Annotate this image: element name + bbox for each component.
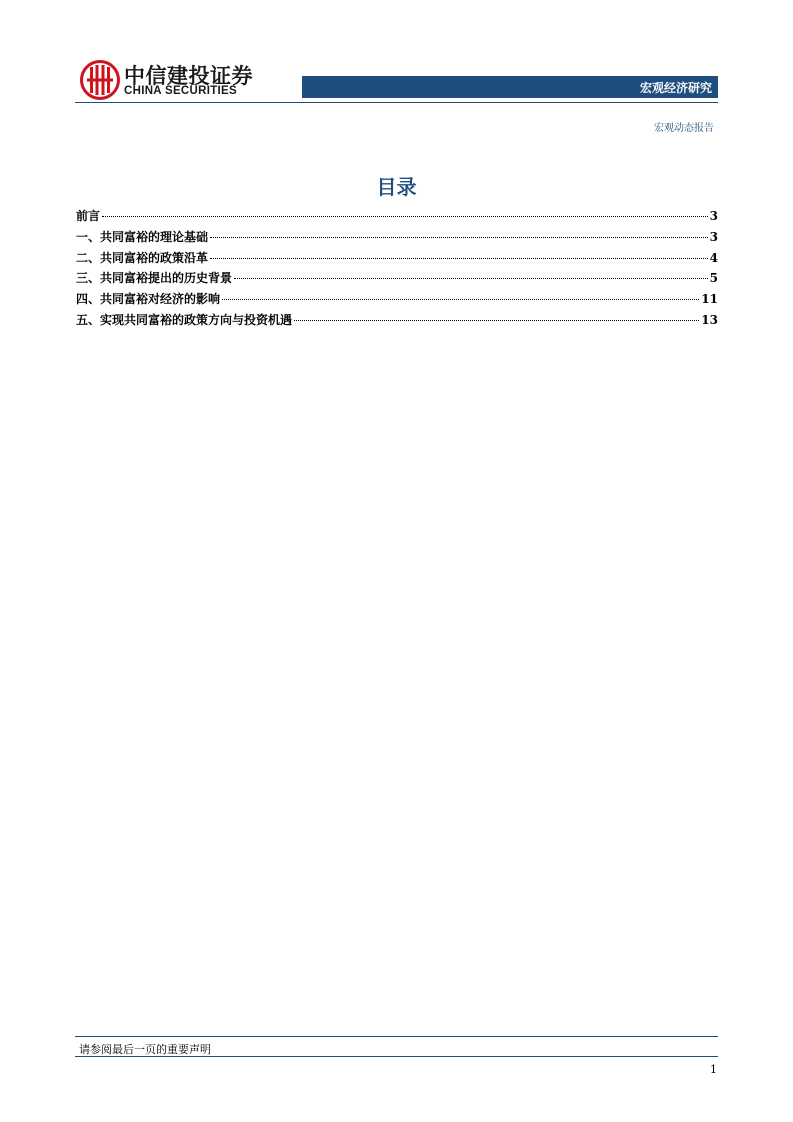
toc-entry-page: 5 bbox=[709, 271, 718, 286]
toc-entry-section-2[interactable] bbox=[76, 249, 718, 270]
logo-chinese-name: 中信建投证券 bbox=[124, 64, 253, 88]
toc-dot-leader bbox=[222, 299, 699, 300]
toc-entry-preface[interactable] bbox=[76, 207, 718, 228]
toc-entry-page: 13 bbox=[701, 312, 718, 327]
toc-entry-label: 前言 bbox=[76, 209, 101, 223]
page-number: 1 bbox=[710, 1063, 717, 1076]
toc-entry-page: 11 bbox=[701, 292, 718, 307]
toc-entry-page: 4 bbox=[709, 250, 718, 265]
report-type-label: 宏观动态报告 bbox=[654, 123, 714, 134]
toc-title: 目录 bbox=[376, 175, 417, 199]
page-header bbox=[0, 0, 793, 140]
toc-entry-section-1[interactable] bbox=[76, 228, 718, 249]
china-securities-logo-icon bbox=[80, 60, 120, 100]
toc-entry-label: 二、共同富裕的政策沿革 bbox=[76, 250, 209, 265]
toc-entry-page: 3 bbox=[709, 229, 718, 244]
toc-entry-section-5[interactable] bbox=[76, 311, 718, 332]
research-category-label: 宏观经济研究 bbox=[639, 81, 712, 95]
toc-dot-leader bbox=[210, 237, 708, 238]
company-logo bbox=[80, 60, 255, 102]
toc-dot-leader bbox=[294, 320, 699, 321]
toc-dot-leader bbox=[234, 278, 708, 279]
toc-entry-label: 四、共同富裕对经济的影响 bbox=[76, 292, 221, 307]
toc-entry-section-3[interactable] bbox=[76, 269, 718, 290]
header-band bbox=[302, 76, 718, 98]
toc-dot-leader bbox=[210, 258, 708, 259]
toc-entry-label: 三、共同富裕提出的历史背景 bbox=[76, 271, 233, 286]
footer-divider-bottom bbox=[75, 1056, 718, 1057]
toc-entry-section-4[interactable] bbox=[76, 290, 718, 311]
toc-entry-page: 3 bbox=[709, 209, 718, 223]
disclaimer-note: 请参阅最后一页的重要声明 bbox=[79, 1043, 211, 1056]
toc-entry-label: 一、共同富裕的理论基础 bbox=[76, 229, 209, 244]
toc-entry-label: 五、实现共同富裕的政策方向与投资机遇 bbox=[76, 312, 293, 327]
header-divider bbox=[75, 102, 718, 103]
toc-dot-leader bbox=[102, 216, 708, 217]
table-of-contents bbox=[76, 207, 718, 332]
footer-divider-top bbox=[75, 1036, 718, 1037]
logo-english-name: CHINA SECURITIES bbox=[124, 85, 237, 97]
